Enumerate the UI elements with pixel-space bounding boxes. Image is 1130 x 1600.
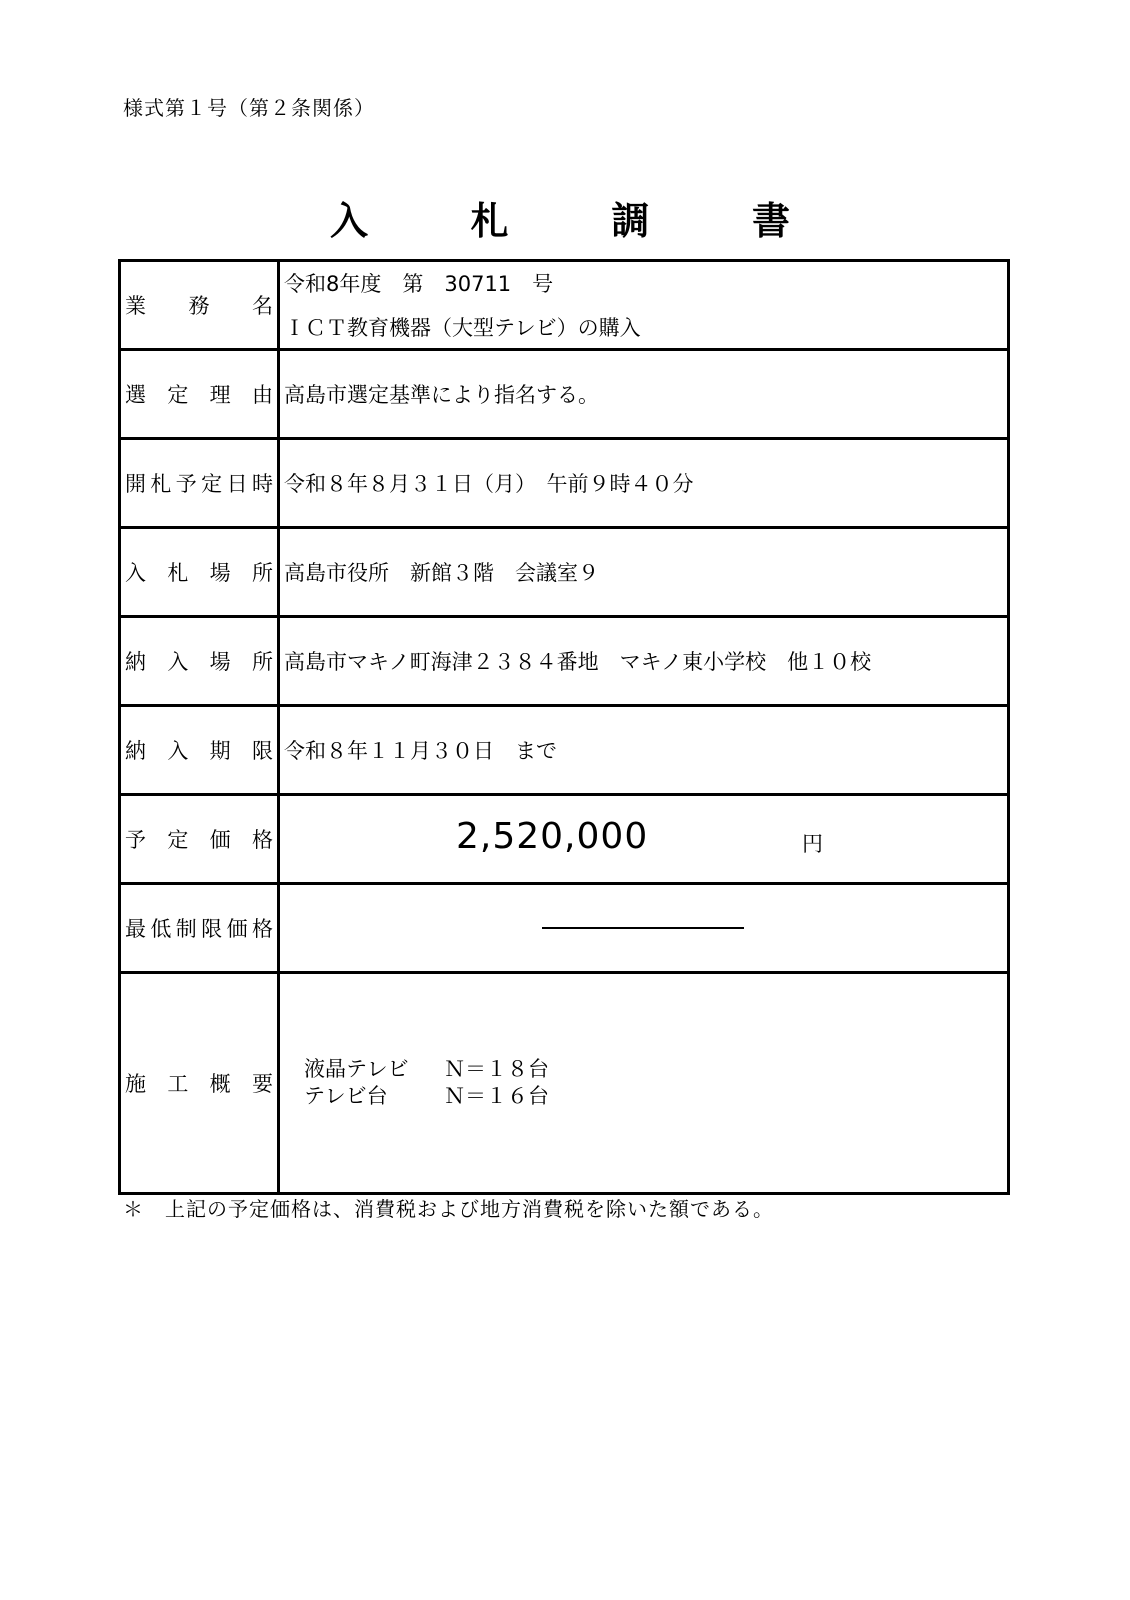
overview-item-qty: Ｎ＝１６台 (444, 1084, 549, 1108)
label-char: 名 (252, 294, 273, 318)
label-char: 場 (209, 650, 231, 674)
label-char: 所 (251, 650, 273, 674)
value-business-name (279, 261, 1009, 350)
label-char: 予 (175, 472, 197, 496)
row-minimum-price (120, 884, 1009, 973)
value-delivery-place: 高島市マキノ町海津２３８４番地 マキノ東小学校 他１０校 (279, 617, 1009, 706)
label-selection-reason (120, 350, 279, 439)
overview-item-name: 液晶テレビ (304, 1057, 409, 1081)
label-char: 場 (209, 561, 231, 585)
label-char: 入 (167, 650, 189, 674)
bid-form-table (118, 259, 1010, 1195)
overview-item (304, 1056, 1007, 1083)
label-char: 定 (201, 472, 223, 496)
label-opening-datetime (120, 439, 279, 528)
label-char: 価 (226, 917, 248, 941)
label-char: 価 (209, 828, 231, 852)
document-title (330, 190, 790, 245)
label-planned-price (120, 795, 279, 884)
overview-item-qty: Ｎ＝１８台 (444, 1057, 549, 1081)
overview-item-name: テレビ台 (304, 1084, 388, 1108)
label-char: 選 (125, 383, 146, 407)
label-char: 時 (251, 472, 273, 496)
label-char: 納 (125, 739, 146, 763)
row-planned-price (120, 795, 1009, 884)
value-delivery-deadline: 令和８年１１月３０日 まで (279, 706, 1009, 795)
label-char: 務 (188, 294, 210, 318)
label-char: 札 (167, 561, 189, 585)
label-delivery-place (120, 617, 279, 706)
label-char: 定 (167, 383, 189, 407)
form-number: 様式第１号（第２条関係） (123, 96, 375, 120)
footnote: ＊ 上記の予定価格は、消費税および地方消費税を除いた額である。 (123, 1197, 774, 1221)
price-amount: 2,520,000 (456, 816, 649, 857)
label-char: 要 (251, 1072, 273, 1096)
row-delivery-deadline (120, 706, 1009, 795)
row-overview (120, 973, 1009, 1194)
label-char: 制 (175, 917, 197, 941)
label-char: 所 (251, 561, 273, 585)
label-char: 低 (150, 917, 172, 941)
label-char: 限 (251, 739, 273, 763)
label-bid-place (120, 528, 279, 617)
business-title: ＩＣＴ教育機器（大型テレビ）の購入 (284, 316, 641, 340)
title-char: 入 (330, 199, 369, 243)
label-char: 最 (125, 917, 146, 941)
value-bid-place: 高島市役所 新館３階 会議室９ (279, 528, 1009, 617)
row-bid-place (120, 528, 1009, 617)
value-selection-reason: 高島市選定基準により指名する。 (279, 350, 1009, 439)
label-char: 概 (209, 1072, 231, 1096)
label-business-name (120, 261, 279, 350)
title-char: 書 (751, 199, 790, 243)
value-opening-datetime: 令和８年８月３１日（月） 午前９時４０分 (279, 439, 1009, 528)
value-overview (279, 973, 1009, 1194)
row-selection-reason (120, 350, 1009, 439)
row-opening-datetime (120, 439, 1009, 528)
label-char: 業 (125, 294, 146, 318)
label-minimum-price (120, 884, 279, 973)
label-char: 入 (125, 561, 146, 585)
label-overview (120, 973, 279, 1194)
label-char: 期 (209, 739, 231, 763)
label-char: 納 (125, 650, 146, 674)
label-char: 格 (251, 917, 273, 941)
label-char: 格 (251, 828, 273, 852)
row-delivery-place (120, 617, 1009, 706)
label-char: 由 (251, 383, 273, 407)
label-delivery-deadline (120, 706, 279, 795)
label-char: 定 (167, 828, 189, 852)
row-business-name (120, 261, 1009, 350)
value-planned-price (279, 795, 1009, 884)
label-char: 開 (125, 472, 146, 496)
label-char: 施 (125, 1072, 146, 1096)
label-char: 工 (167, 1072, 189, 1096)
label-char: 入 (167, 739, 189, 763)
title-char: 調 (611, 199, 650, 243)
title-char: 札 (470, 199, 509, 243)
label-char: 日 (226, 472, 248, 496)
label-char: 札 (150, 472, 172, 496)
label-char: 予 (125, 828, 146, 852)
label-char: 理 (209, 383, 231, 407)
business-number: 令和8年度 第 30711 号 (284, 272, 554, 296)
value-minimum-price (279, 884, 1009, 973)
label-char: 限 (201, 917, 223, 941)
price-unit: 円 (802, 832, 823, 856)
overview-item (304, 1083, 1007, 1110)
blank-line (542, 927, 744, 929)
